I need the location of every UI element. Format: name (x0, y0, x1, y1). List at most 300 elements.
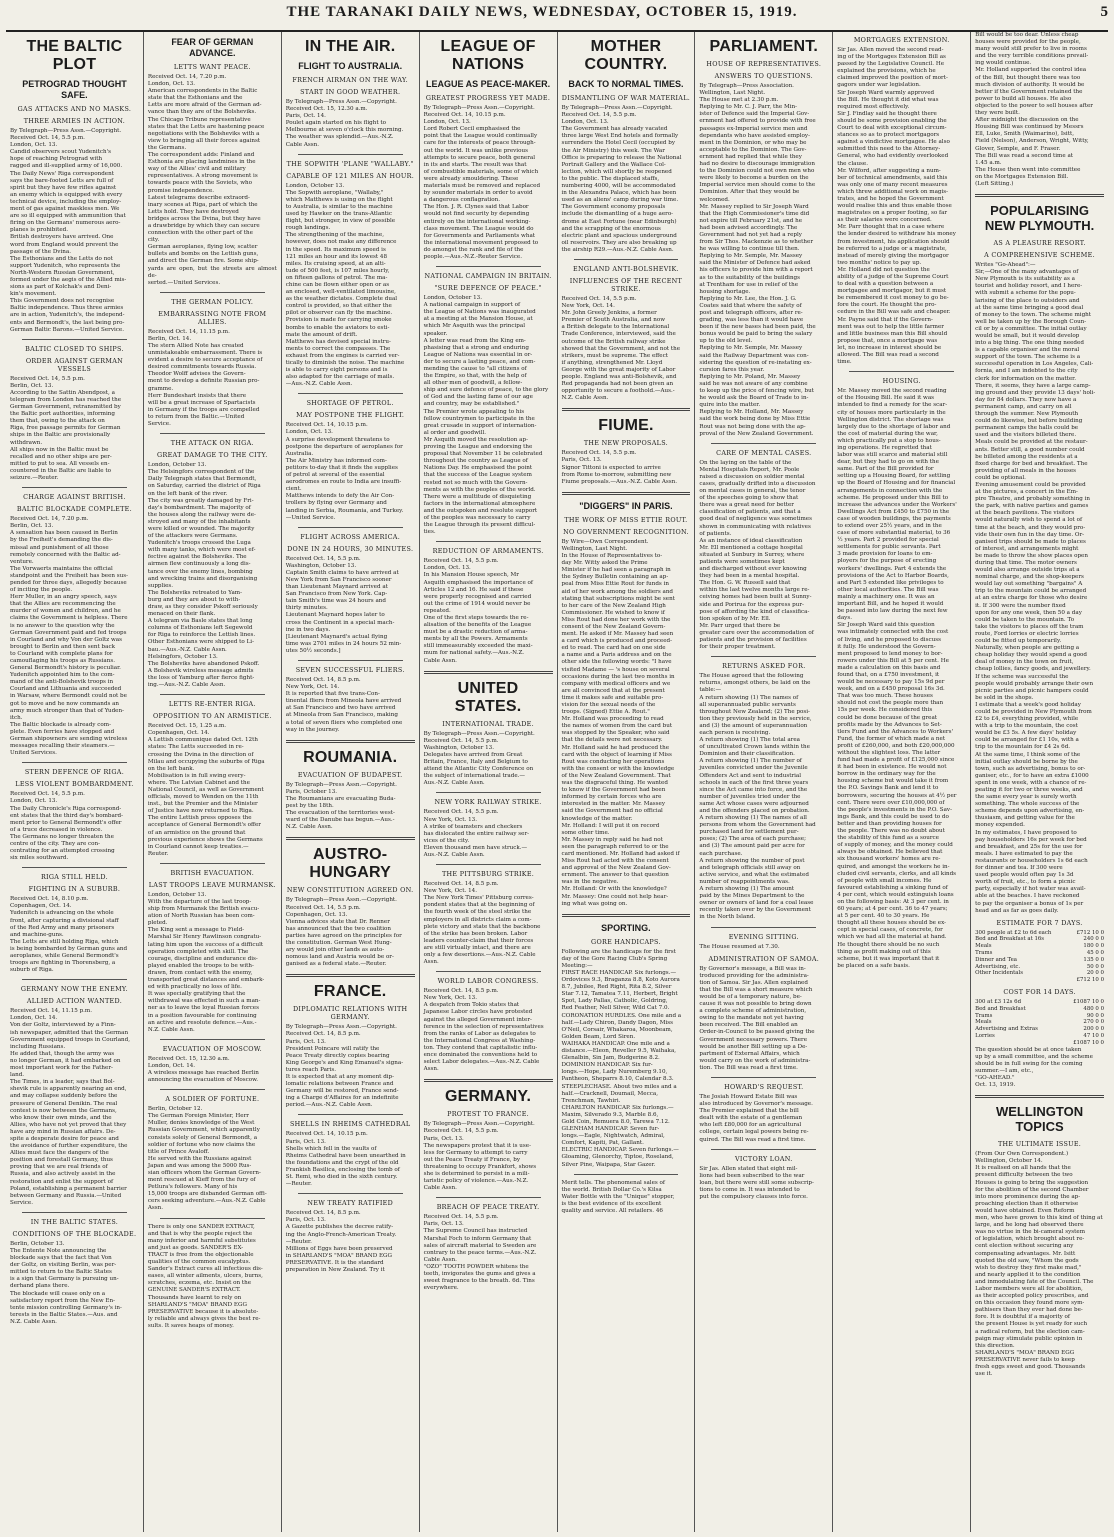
text-line: 121 miles an hour and its lowest 48 (285, 253, 388, 260)
text-line: The Supreme Council has instructed (423, 1228, 528, 1235)
text-line: lomatic relations between France and (285, 1081, 394, 1088)
text-line: in Courland and why Von der Goltz was (10, 636, 123, 643)
text-line: Candid observers scout Yudenitch's (10, 149, 112, 156)
article-body (562, 450, 691, 485)
text-line: Oct. 13, 1919. (975, 1082, 1016, 1089)
text-line: up the Board of Housing and for financial (837, 480, 956, 487)
text-line: New Plymouth is its suitability as a (975, 276, 1075, 283)
text-line: Australia. (285, 450, 314, 457)
article-body (424, 881, 553, 966)
text-line: the P.O. Savings Bank and lend it to (837, 785, 939, 792)
text-line: put the compulsory clauses into force. (699, 1194, 808, 1201)
text-line: King George's and King Emanuel's signa- (285, 1059, 404, 1066)
text-line: days. (837, 615, 852, 622)
text-line: Dominion. After that they would be (699, 189, 800, 196)
text-line: London, Oct. 13. (147, 81, 196, 88)
text-line: vices of the city. (423, 837, 470, 844)
text-line: troops. (Signed) Ettie A. Rout." (561, 709, 650, 716)
text-line: Wellington, Last Night. (561, 545, 628, 552)
text-line: plete victory and state that the backbone (423, 923, 541, 930)
text-line: ment of gas against maskless men. We (10, 206, 120, 213)
text-line: ployers for the purpose of erecting (837, 558, 937, 565)
text-line: The Letts are still holding Riga, which (10, 938, 119, 945)
text-line: used as an aliens' camp during war time. (561, 197, 679, 204)
text-line: ents and Bermondt's, the last being pro- (10, 319, 125, 326)
text-line: The Bill was read a second time at (975, 152, 1074, 159)
text-line: day of the Gore Racing Club's Spring (561, 955, 668, 962)
table-cell: Dinner and Tea (975, 956, 1018, 963)
text-line: leaders counter-claim that their forces (423, 937, 534, 944)
subheading: BRITISH EVACUATION. (170, 868, 255, 877)
subheading: FLIGHT ACROSS AMERICA. (300, 532, 401, 541)
text-line: London, October 13. (147, 891, 207, 898)
article-body (562, 296, 691, 402)
text-line: many would still prefer to live in rooms (975, 46, 1087, 53)
text-line: in SHARLAND'S "MOA" BRAND EGG (285, 1252, 392, 1259)
text-line: mand of the anti-Bolshevik troops in (10, 679, 114, 686)
text-line: Mr. Ell mentioned a cottage hospital (699, 544, 803, 551)
text-line: of an armistice on the ground that (147, 829, 246, 836)
text-line: showed that the Government, and not the (561, 345, 681, 352)
text-line: and may collapse suddenly before the (10, 1093, 118, 1100)
text-line: tions to come in. It was intended to (699, 1186, 800, 1193)
subheading: ALLIED ACTION WANTED. (26, 997, 123, 1006)
article-body (286, 556, 415, 655)
divider (22, 762, 127, 763)
text-line: select Labor delegates.—Aus.-N.Z. Cable (423, 1059, 540, 1066)
text-line: the same every year is surely worth (975, 794, 1077, 801)
article-body (562, 539, 691, 908)
text-line: Mr. Parr thought that in a case where (837, 224, 945, 231)
text-line: After midnight the discussion on the (975, 117, 1079, 124)
text-line: ship and sure defence of peace, to the glory (423, 387, 549, 394)
divider (711, 656, 816, 657)
text-line: be made to throw the show places open (975, 552, 1088, 559)
text-line: owner or owners of land for a coal lease (699, 900, 814, 907)
text-line: The Esthonians and the Letts do not (10, 255, 113, 262)
text-line: tlers Fund and the Advances to Workers' (837, 728, 953, 735)
text-line: cers seeking adventure.—Aus.-N.Z. Cable (147, 1198, 266, 1205)
text-line: Golden Beam, Lord Siren. (561, 1033, 636, 1040)
text-line: the stability of this fund as a source (837, 835, 939, 842)
text-line: and the very terrible conditions prevail- (975, 53, 1089, 60)
article-body (699, 1094, 828, 1144)
text-line: could be provided in New Plymouth from (975, 708, 1092, 715)
text-line: ed with practically no loss of life. (147, 984, 242, 991)
text-line: fective against the Bolsheviks. The (147, 554, 247, 561)
text-line: longs.—Eagle, Nightwatch, Admiral, (561, 1133, 665, 1140)
text-line: Riga, free passage permits for German (10, 425, 121, 432)
text-line: was the disgraceful thing. He wanted (561, 780, 668, 787)
text-line: TRACT is free from the objectionable (147, 1251, 254, 1258)
text-line: Housing Bill was continued by Messrs (975, 124, 1084, 131)
divider (160, 292, 265, 293)
text-line: as to the suitability of the buildings (699, 274, 801, 281)
text-line: fellow countrymen to participate in the (423, 415, 535, 422)
text-line: great crusade in support of internation- (423, 422, 537, 429)
text-line: peal from Miss Ettie Rout for funds in (561, 581, 669, 588)
text-line: unmistakeable embarrassment. There is (147, 350, 263, 357)
text-line: passages ex-Imperial service men and (699, 125, 808, 132)
text-line: "OZO" TOOTH POWDER whitens the (423, 1263, 529, 1270)
text-line: ragged and ill-supplied army of 16,000. (10, 163, 123, 170)
text-line: Water Bottle with the "Unique" stopper, (561, 1193, 675, 1200)
text-line: with many tanks, which were most ef- (147, 547, 256, 554)
text-line: would lay out something "bargains" A (975, 581, 1083, 588)
text-line: number of reappointments was. (699, 878, 790, 885)
text-line: There is only one SANDER EXTRACT, (147, 1223, 255, 1230)
text-line: North-Western Russian Government, (10, 269, 115, 276)
text-line: to Australia, is similar to the machine (285, 203, 393, 210)
text-line: Gold Coin, Remuera 8.0, Tarewa 7.12. (561, 1118, 670, 1125)
text-line: made a calculation on this basis and (837, 664, 941, 671)
text-line: which practically put a stop to hous- (837, 437, 941, 444)
text-line: the cost of material during the war, (837, 430, 938, 437)
article-body (10, 1008, 139, 1207)
text-line: as their accepted policy prescribes, and (975, 1293, 1089, 1300)
text-line: A despatch from Tokio states that (423, 1002, 520, 1009)
text-line: Yudenitch appointed him to the com- (10, 672, 115, 679)
text-line: period.—Aus.-N.Z. Cable Assn. (285, 1102, 373, 1109)
text-line: will be a great increase of Spartacists (147, 399, 256, 406)
text-line: The Air Ministry has informed com- (285, 457, 387, 464)
text-line: qualities of the common eucalyptus. (147, 1259, 251, 1266)
text-line: cheap lollies, fancy goods, and jewellery. (975, 666, 1091, 673)
text-line: landing in Serbia, Roumania, and Turkey. (285, 507, 404, 514)
divider (562, 492, 691, 495)
text-line: by the Freiheit's demanding the dis- (10, 537, 113, 544)
text-line: card mentioned. Mr. Holland had asked if (561, 850, 680, 857)
divider (22, 1212, 127, 1213)
text-line: had no desire to discourage immigration (699, 161, 815, 168)
text-line: tain Smith's time was 24 hours and (285, 598, 386, 605)
text-line: for dinner and tea. If 300 were (975, 865, 1063, 872)
text-line: Copenhagen, Oct. 14. (10, 903, 72, 910)
headline: "DIGGERS" IN PARIS. (579, 500, 673, 511)
text-line: The city was greatly damaged by Fri- (147, 497, 254, 504)
text-line: lection, which will shortly be reopened (561, 168, 672, 175)
table-cell: £712 10 0 (1076, 929, 1104, 936)
text-line: has announced that the two coalition (285, 925, 392, 932)
text-line: Received Oct. 14, 8.5 p.m. (285, 677, 361, 683)
text-line: other side the following words: "I have (561, 659, 672, 666)
text-line: By Wire—Own Correspondent. (561, 538, 649, 545)
text-line: time it makes safe and suitable pro- (561, 694, 664, 701)
text-line: In the House of Representatives to- (561, 553, 663, 560)
text-line: Meals could be provided at the restaur- (975, 439, 1088, 446)
table-row (975, 950, 1104, 957)
text-line: out the world. It was unlike previous (423, 147, 528, 154)
text-line: way in the journey. (285, 726, 340, 733)
text-line: In his Mansion House speech, Mr (423, 572, 519, 579)
headline: PARLIAMENT. (709, 38, 819, 55)
text-line: Government equipped troops in Courland, (10, 1036, 131, 1043)
text-line: Government necessary powers. There (699, 1036, 808, 1043)
text-line: utes 50½ seconds.] (285, 647, 341, 654)
text-line: the foundations and the crypt of the old (285, 1159, 399, 1166)
text-line: time. (837, 359, 852, 366)
text-line: that the High Commissioner's time did (699, 210, 810, 217)
text-line: of petrol at several of the essential (285, 472, 385, 479)
text-line: in the North Island. (699, 914, 756, 921)
text-line: The House then went into committee (975, 166, 1081, 173)
subheading: ESTIMATE FOR 7 DAYS. (996, 918, 1083, 927)
table-cell: 240 0 0 (1083, 936, 1104, 943)
text-line: and inmodulating fate of the Council. The (975, 1278, 1094, 1285)
text-line: ward of the Danube has begun.—Aus.- (285, 817, 395, 824)
text-line: submitted this need to the Attorney- (837, 146, 941, 153)
text-line: the people's investments in the P.O. Sav- (837, 806, 952, 813)
text-line: New York, Oct. 14. (423, 888, 478, 895)
text-line: up to the old level. (699, 338, 753, 345)
text-line: Mr. Massey replied to Sir Joseph Ward (699, 203, 809, 210)
divider (711, 1077, 816, 1078)
text-line: of the Housing Bill. He said it was (837, 395, 935, 402)
text-line: at the same time bringing a good deal (975, 304, 1084, 311)
table-row (975, 1013, 1104, 1020)
text-line: trollers by flying over Germany and (285, 500, 387, 507)
text-line: General, who had evidently overlooked (837, 153, 949, 160)
text-line: pest by the 18th. (285, 803, 334, 810)
text-line: CHARLTON HANDICAP. Six furlongs.— (561, 1104, 674, 1111)
text-line: Copenhagen, Oct. 13. (285, 911, 348, 918)
text-line: contrary to the peace terms.—Aus.-N.Z. (423, 1249, 537, 1256)
headline: BACK TO NORMAL TIMES. (568, 79, 684, 89)
text-line: the League of Nations was inaugurated (423, 309, 536, 316)
text-line: knowledge of the matter. (561, 815, 633, 822)
article-body (286, 677, 415, 734)
text-line: large, and he long had observed there (975, 1222, 1084, 1229)
text-line: As an instance of ideal classification (699, 537, 803, 544)
text-line: able at the beaches. I have reckoned (975, 893, 1080, 900)
text-line: entirely on the international working- (423, 218, 531, 225)
text-line: consists solely of General Bermondt, a (147, 1134, 258, 1141)
text-line: restoration and enlist the support of (10, 1178, 114, 1185)
text-line: pathisers than they ever had done be- (975, 1307, 1083, 1314)
divider (436, 971, 541, 972)
text-line: ings Bank, and this could be used to do (837, 813, 949, 820)
text-line: A telegram via Basle states that long (147, 618, 253, 625)
text-line: to keep up the price of fencing wire, but (699, 388, 814, 395)
text-line: ment in the Dominion, or who may be (699, 139, 807, 146)
subheading: OPPOSITION TO AN ARMISTICE. (152, 712, 272, 721)
text-line: alisation of the benefits of the League (423, 622, 532, 629)
text-line: arrangements in connection with the (837, 487, 943, 494)
table-cell: Trams (975, 950, 993, 957)
article-body (424, 105, 553, 261)
text-line: At the same time, I think some of the (975, 751, 1081, 758)
text-line: at a meeting at the Mansion House, at (423, 316, 533, 323)
text-line: Mr. Holland: I will put it on record (561, 822, 660, 829)
text-line: and just as goods. SANDER'S EX- (147, 1244, 244, 1251)
text-line: A wireless message has reached Berlin (147, 1069, 259, 1076)
text-line: A sensation has been caused in Berlin (10, 530, 118, 537)
text-line: vance than they are of the Bolsheviks. (147, 109, 257, 116)
text-line: operation completed with skill. The (147, 948, 249, 955)
text-line: officials, moved to Wenden on the 11th (147, 794, 259, 801)
text-line: fresh eggs sweet and good. Thousands (975, 1364, 1086, 1371)
text-line: permanent camps the halls could be (975, 425, 1079, 432)
text-line: some other time. (561, 829, 610, 836)
text-line: dealt with the estate of a gentleman (699, 1115, 803, 1122)
text-line: a complete scheme of administration, (699, 1008, 807, 1015)
text-line: troduced providing for the administra- (699, 972, 809, 979)
text-line: The House met at 2.30 p.m. (699, 97, 779, 104)
text-line: raised a discussion on soldier mental (699, 473, 805, 480)
text-line: London, October 13. (285, 182, 345, 189)
text-line: Wellington district. The shortage was (837, 416, 944, 423)
text-line: view to bringing all their forces against (147, 137, 261, 144)
text-line: Ordovices 9.3, Braganza 8.8, Koto Aurora (561, 977, 680, 984)
text-line: thirty minutes. (285, 605, 328, 612)
text-line: that the Bill was a short measure which (699, 986, 813, 993)
text-line: must be a drastic reduction of arma- (423, 629, 528, 636)
text-line: to return from the Baltic.—United (147, 413, 245, 420)
text-line: could do likewise, but before building (975, 418, 1083, 425)
text-line: Government had not yet had a reply (699, 231, 802, 238)
text-line: bridges across the Dvina, but they have (147, 215, 261, 222)
subheading: EVACUATION OF MOSCOW. (162, 1044, 262, 1053)
table-row (975, 1026, 1104, 1033)
text-line: largely due to the shortage of labor and (837, 423, 951, 430)
article-body (424, 809, 553, 859)
text-line: ing ground and they provide 13 days' holi- (975, 389, 1096, 396)
text-line: I estimate that a week's good holiday (975, 701, 1081, 708)
text-line: allowed. The Bill was read a second (837, 352, 939, 359)
text-line: German Government, retransmitted by (10, 404, 121, 411)
text-line: chine can be flown either open or as (285, 281, 390, 288)
text-line: persons from whom the Government had (699, 822, 816, 829)
text-line: Received Oct. 14, 10.15 p.m. (285, 422, 368, 429)
text-line: quired. The Bill was read a first time. (699, 1136, 806, 1143)
text-line: would not find security by depending (423, 211, 530, 218)
text-line: Fund, the former of which made a net (837, 735, 946, 742)
text-line: be passed into law during the next few (837, 608, 948, 615)
subheading: NEW YORK RAILWAY STRIKE. (434, 798, 542, 807)
article-body (148, 1224, 277, 1330)
text-line: Naturally, when people are getting a (975, 645, 1080, 652)
text-line: his officers to provide him with a report (699, 267, 813, 274)
text-line: A return showing (1) The names of (699, 694, 799, 701)
text-line: Received Oct. 14, 8.5 p.m. (285, 1210, 361, 1217)
divider (298, 1114, 403, 1115)
text-line: is a capable organiser and the moral (975, 347, 1080, 354)
text-line: to the public. The displaced staffs, (561, 175, 660, 182)
subheading: HOUSE OF REPRESENTATIVES. (706, 60, 822, 68)
text-line: itch. (10, 714, 23, 721)
text-line: Imperial service men should come to the (699, 182, 816, 189)
divider (436, 792, 541, 793)
text-line: ation of North Russian has been com- (147, 913, 255, 920)
text-line: a name and a Paris address and on the (561, 652, 672, 659)
subheading: DISMANTLING OF WAR MATERIAL. (561, 94, 691, 102)
text-line: of money to the town. The scheme might (975, 311, 1092, 318)
text-line: stating that subscriptions might be sent (561, 595, 675, 602)
text-line: 3 made provision for loans to em- (837, 551, 933, 558)
text-line: materials must be removed and replaced (423, 183, 541, 190)
text-line: Japanese Labor circles have protested (423, 1009, 533, 1016)
text-line: and discharged without ever knowing (699, 566, 807, 573)
text-line: Melbourne at seven o'clock this morning. (285, 127, 404, 134)
text-line: The Josiah Howard Estate Bill was (699, 1094, 798, 1100)
article-body (148, 1106, 277, 1212)
text-line: with submit a scheme for the popu- (975, 290, 1076, 297)
text-line: welcomed. (699, 196, 730, 203)
text-line: borrow in the ordinary way for the (837, 771, 936, 778)
subheading: VICTORY LOAN. (735, 1154, 793, 1163)
text-line: The Helsingfors correspondent of the (147, 469, 255, 476)
text-line: city. (147, 237, 160, 244)
text-line: found that, on a £750 investment, it (837, 671, 940, 678)
text-line: care for the interests of peace through- (423, 140, 536, 147)
text-line: the Bill. He thought it did what was (837, 96, 939, 103)
text-line: The Premier wrote appealing to his (423, 408, 525, 415)
text-line: have any mind in Russian affairs. De- (10, 1128, 116, 1135)
divider (436, 1197, 541, 1198)
text-line: 60 years; at 4 per cent. 36 to 47 years; (837, 906, 948, 913)
text-line: Mr. Wilford, after suggesting a num- (837, 167, 941, 174)
text-line: Reuter. (147, 850, 169, 857)
text-line: 15,000 troops are disbanded German offi- (147, 1191, 267, 1198)
text-line: League of Nations was essential in or- (423, 351, 533, 358)
text-line: said the Minister of Defence had asked (699, 260, 811, 267)
text-line: owing to the mandate not yet having (699, 1015, 804, 1022)
text-line: Comfort, Kapiti, Pat, Gallant. (561, 1140, 644, 1147)
text-line: mending the cause to "all citizens of (423, 366, 527, 372)
text-line: pose of affording the kind of classifica- (699, 608, 810, 615)
text-line: the International Congress at Washing- (423, 1037, 536, 1044)
text-line: ing a Charge d'Affaires for an indefinite (285, 1095, 399, 1102)
text-line: The Daily Chronicle's Riga correspond- (10, 805, 122, 812)
subheading: A SOLDIER OF FORTUNE. (165, 1095, 260, 1104)
text-line: Vienna advices state that Dr. Renner (285, 918, 390, 925)
text-line: Britain, France, Italy and Belgium to (423, 759, 528, 766)
text-line: better and than providing houses for (837, 820, 942, 827)
text-line: cluded civil servants, clerks, and all kinds (837, 870, 957, 877)
text-line: The Roumanians are evacuating Buda- (285, 795, 396, 802)
text-line: eases, all winter ailments, ulcers, burns, (147, 1273, 263, 1280)
text-line: New York, Oct. 13. (423, 816, 478, 823)
text-line: supplies. (147, 582, 174, 589)
text-line: PRESERVATIVE never fails to keep (975, 1356, 1075, 1363)
text-line: Berlin, October 12. (147, 1106, 203, 1113)
text-line: would be necessary to pay 15s 9d per (837, 679, 945, 686)
subheading: INFLUENCES OF THE RECENT STRIKE. (569, 276, 683, 293)
text-line: Court to deal with exceptional circum- (837, 125, 947, 132)
table-row (975, 1040, 1104, 1047)
text-line: Replying to Mr. Poland, Mr. Massey (699, 373, 801, 380)
masthead-title: THE TARANAKI DAILY NEWS, WEDNESDAY, OCTOBER 15, 1919. (286, 4, 798, 20)
text-line: the people. There was no doubt about (837, 828, 945, 835)
text-line: of a truce decreased in violence. (10, 826, 103, 833)
text-line: firing on the Germans' numerous aero- (10, 220, 121, 227)
text-line: troops are fighting in Thorensberg, a (10, 960, 116, 967)
table-row (975, 936, 1104, 943)
text-line: without the slightest loss. The latter (837, 750, 941, 756)
text-line: A strike of teamsters and checkers (423, 823, 523, 830)
text-line: A Bolshevik wireless message admits (147, 667, 254, 674)
text-line: (From Our Own Correspondent.) (975, 1151, 1069, 1158)
headline: ROUMANIA. (303, 748, 398, 766)
subheading: INTERNATIONAL TRADE. (442, 719, 534, 728)
text-line: is the best evidence of its excellent (561, 1200, 662, 1207)
text-line: Received Oct. 14, 8.5 p.m. (285, 1031, 361, 1038)
text-line: ernment. The answer to that question (561, 872, 669, 879)
text-line: Baltic independence. Thus three armies (10, 305, 124, 312)
text-line: the Sydney Bulletin containing an ap- (561, 574, 669, 581)
text-line: Offenders Act and sent to industrial (699, 772, 802, 779)
text-line: London, Oct. 13. (285, 429, 333, 436)
